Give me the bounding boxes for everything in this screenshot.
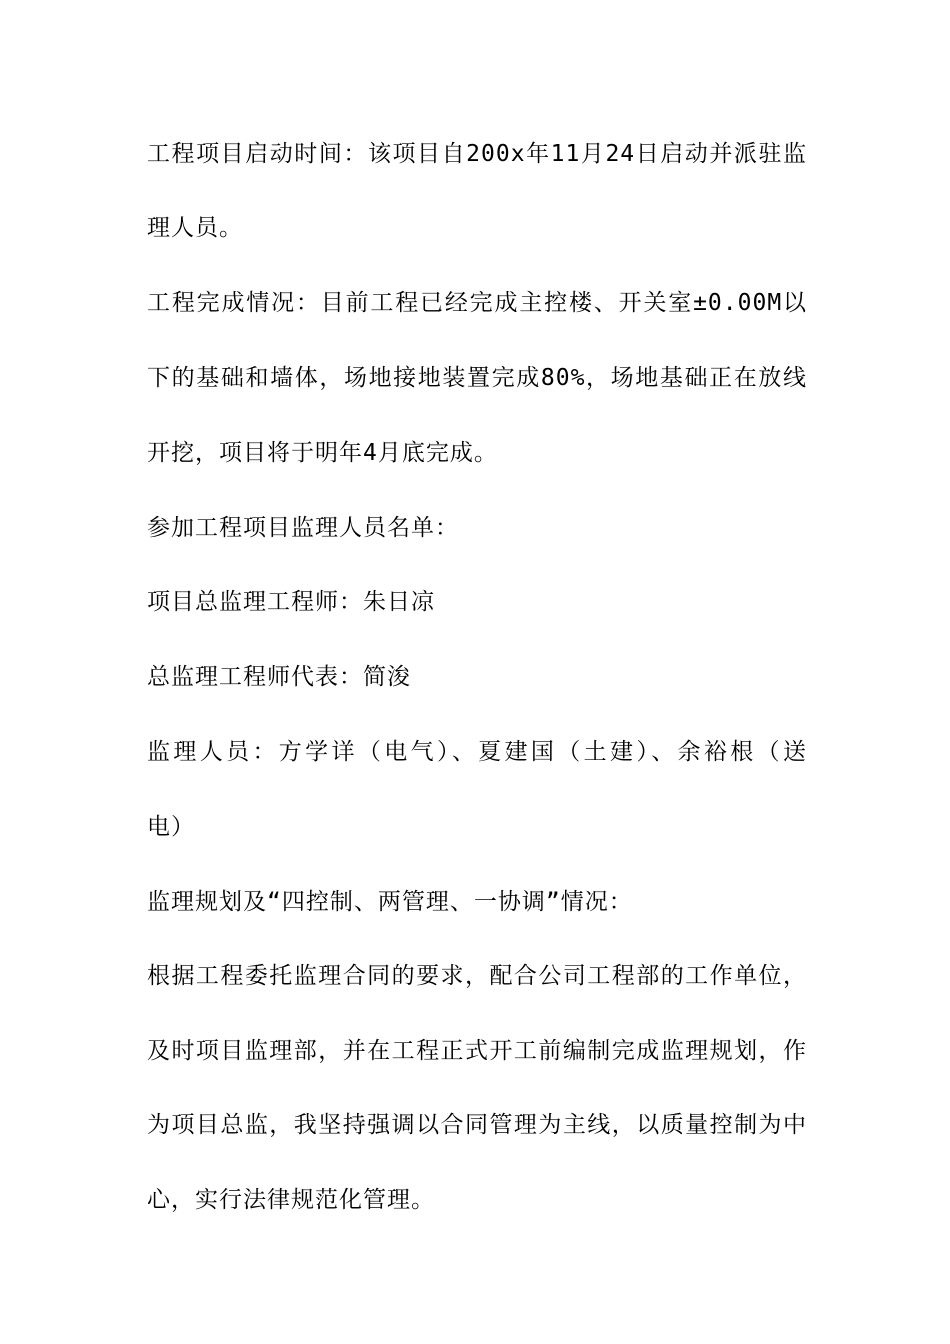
text-line: 工程项目启动时间：该项目自200x年11月24日启动并派驻监 (147, 141, 807, 167)
text-line: 监理规划及“四控制、两管理、一协调”情况： (147, 889, 633, 915)
text-line: 项目总监理工程师：朱日凉 (147, 589, 435, 615)
text-line: 理人员。 (147, 215, 243, 241)
text-line: 心，实行法律规范化管理。 (147, 1187, 435, 1213)
text-line: 及时项目监理部，并在工程正式开工前编制完成监理规划，作 (147, 1038, 807, 1064)
text-line: 参加工程项目监理人员名单： (147, 515, 459, 541)
text-line: 监理人员：方学详（电气）、夏建国（土建）、余裕根（送 (147, 739, 807, 765)
text-line: 总监理工程师代表：简浚 (147, 664, 411, 690)
text-line: 开挖，项目将于明年4月底完成。 (147, 440, 498, 466)
text-line: 工程完成情况：目前工程已经完成主控楼、开关室±0.00M以 (147, 290, 807, 316)
text-line: 根据工程委托监理合同的要求，配合公司工程部的工作单位， (147, 963, 807, 989)
text-line: 电） (147, 814, 195, 840)
text-line: 下的基础和墙体，场地接地装置完成80%，场地基础正在放线 (147, 365, 807, 391)
text-line: 为项目总监，我坚持强调以合同管理为主线，以质量控制为中 (147, 1112, 807, 1138)
